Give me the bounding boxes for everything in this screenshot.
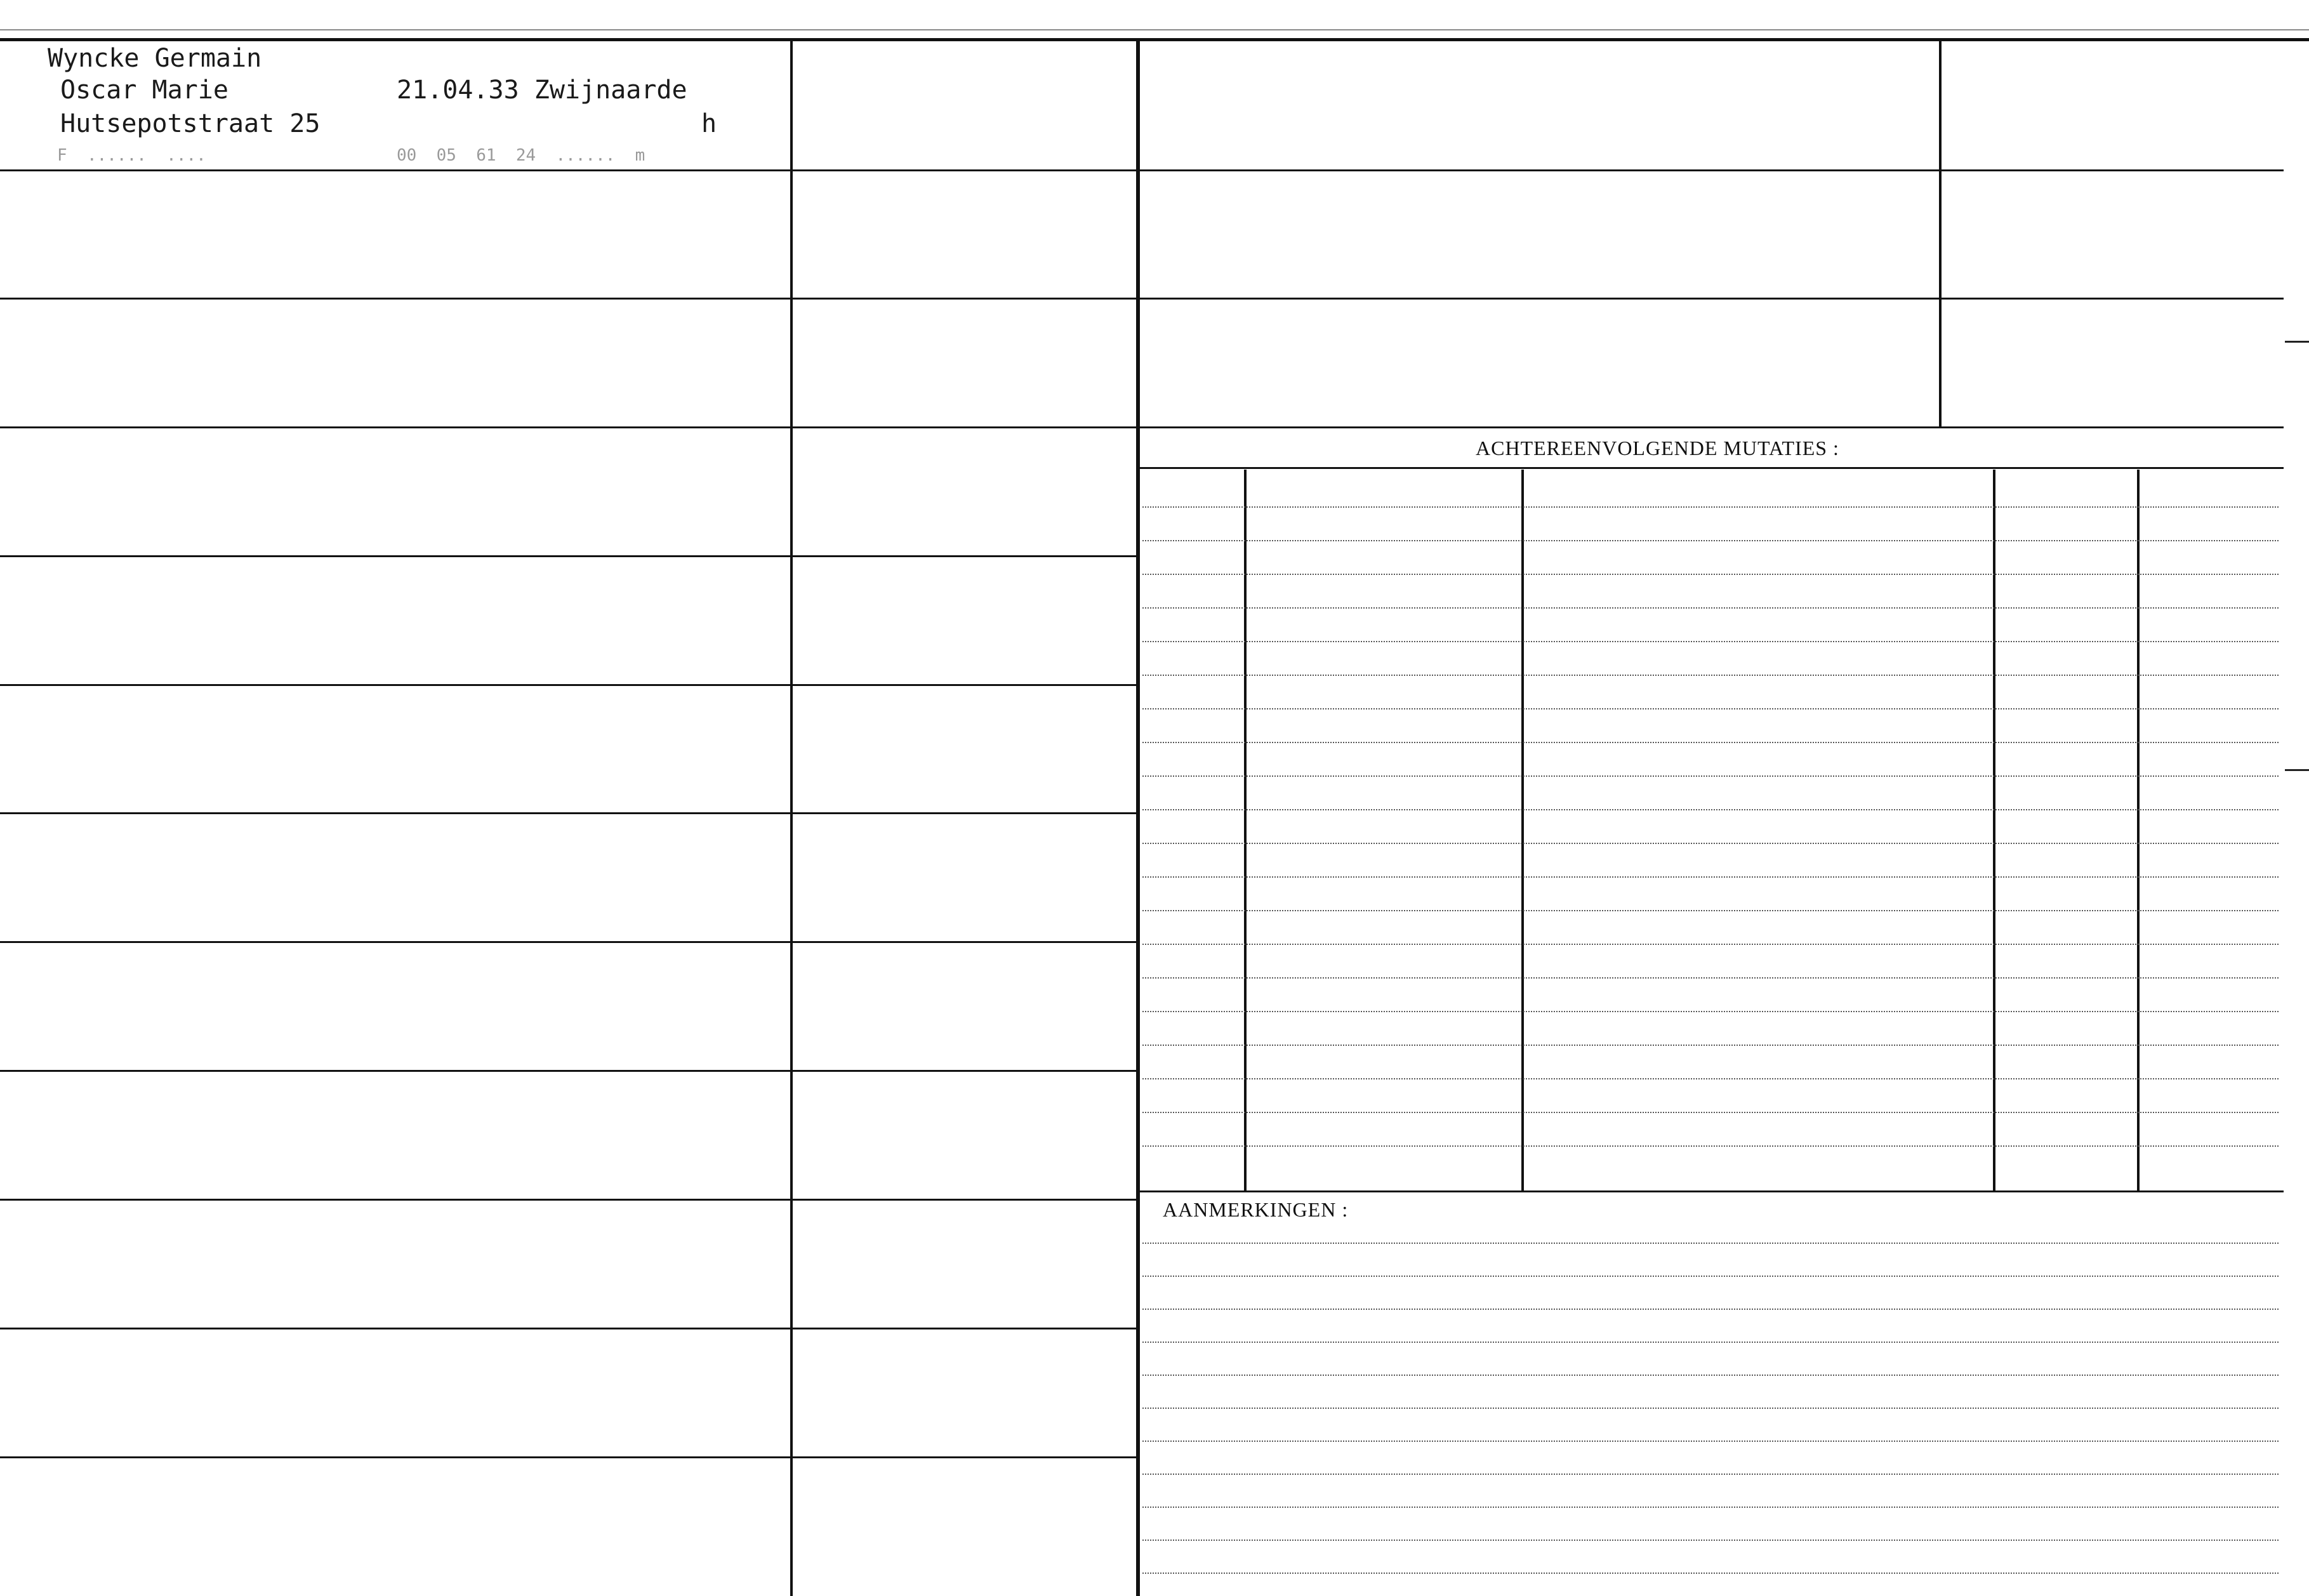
mutations-col-2 xyxy=(1521,470,1524,1192)
mutations-col-4 xyxy=(2137,470,2140,1192)
record-first-names: Oscar Marie xyxy=(60,76,228,105)
center-divider xyxy=(1136,38,1140,1596)
mutations-bottom-line xyxy=(1137,1190,2284,1192)
record-faded-right: 00 05 61 24 ...... m xyxy=(397,146,645,165)
right-edge-tick-2 xyxy=(2285,769,2309,771)
remarks-header: AANMERKINGEN : xyxy=(1163,1198,1349,1221)
record-name: Wyncke Germain xyxy=(48,44,262,73)
mutations-header: ACHTEREENVOLGENDE MUTATIES : xyxy=(1476,437,1839,459)
mutations-header-underline xyxy=(1137,467,2284,469)
left-row-line-5 xyxy=(0,684,1137,686)
right-edge-tick-1 xyxy=(2285,341,2309,343)
mutations-col-3 xyxy=(1993,470,1995,1192)
right-top-row-1 xyxy=(1137,169,2284,171)
left-row-line-10 xyxy=(0,1328,1137,1329)
record-birth: 21.04.33 Zwijnaarde xyxy=(397,76,687,105)
record-marker: h xyxy=(701,109,717,138)
top-border-line xyxy=(0,38,2309,41)
left-row-line-9 xyxy=(0,1199,1137,1201)
left-row-line-6 xyxy=(0,812,1137,814)
record-address: Hutsepotstraat 25 xyxy=(60,109,321,138)
left-row-line-11 xyxy=(0,1456,1137,1458)
record-faded-left: F ...... .... xyxy=(57,146,206,165)
left-row-line-3 xyxy=(0,426,1137,428)
left-row-line-7 xyxy=(0,941,1137,943)
left-row-line-4 xyxy=(0,555,1137,557)
right-top-row-2 xyxy=(1137,298,2284,300)
left-row-line-8 xyxy=(0,1070,1137,1072)
right-top-divider xyxy=(1939,38,1942,426)
mutations-col-1 xyxy=(1244,470,1247,1192)
left-row-line-2 xyxy=(0,298,1137,300)
left-column-divider xyxy=(790,38,793,1596)
top-edge-line xyxy=(0,29,2309,30)
right-top-row-3 xyxy=(1137,426,2284,428)
left-row-line-1 xyxy=(0,169,1137,171)
